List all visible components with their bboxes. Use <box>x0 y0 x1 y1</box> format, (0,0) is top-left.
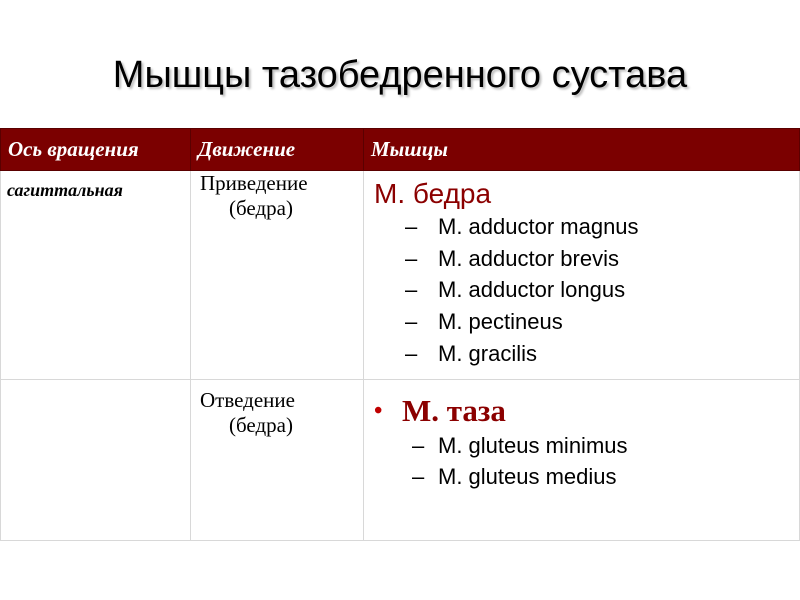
muscle-item <box>364 306 799 338</box>
axis-text <box>1 380 190 388</box>
muscle-name: M. adductor magnus <box>438 214 639 239</box>
header-movement: Движение <box>191 129 364 171</box>
dash-marker: – <box>412 464 425 489</box>
axis-cell <box>1 171 191 380</box>
axis-cell <box>1 380 191 541</box>
muscle-item <box>364 338 799 370</box>
movement-text <box>191 380 363 438</box>
bullet-icon: • <box>374 398 383 424</box>
header-axis: Ось вращения <box>1 129 191 171</box>
table-header <box>1 129 800 171</box>
dash-marker: – <box>405 214 418 239</box>
muscle-group-title: М. таза <box>402 393 506 428</box>
slide-title: Мышцы тазобедренного сустава <box>112 54 688 96</box>
muscle-name: M. gluteus medius <box>438 464 617 489</box>
dash-marker: – <box>412 433 425 458</box>
muscle-name: M. pectineus <box>438 309 563 335</box>
movement-name: Приведение <box>200 171 308 195</box>
muscle-item <box>364 274 799 306</box>
muscle-list <box>364 211 799 370</box>
movement-name: Отведение <box>200 388 295 412</box>
muscle-item <box>364 243 799 275</box>
muscle-name: M. gluteus minimus <box>438 433 628 458</box>
movement-cell <box>191 171 364 380</box>
table-row <box>1 380 800 541</box>
movement-object: (бедра) <box>229 196 293 220</box>
muscle-name: M. gracilis <box>438 340 538 366</box>
dash-marker: – <box>405 340 418 366</box>
dash-marker: – <box>405 245 418 271</box>
muscle-name: M. adductor longus <box>438 277 626 303</box>
muscles-cell <box>364 171 800 380</box>
table-body <box>1 171 800 541</box>
table-row <box>1 171 800 380</box>
muscle-group-title-row <box>364 380 799 430</box>
axis-text: сагиттальная <box>7 180 123 200</box>
muscle-item <box>364 461 799 492</box>
muscle-name: M. adductor brevis <box>438 245 619 271</box>
dash-marker: – <box>405 309 418 335</box>
muscle-item <box>364 211 799 243</box>
muscle-item <box>364 430 799 461</box>
movement-text <box>191 171 363 221</box>
muscles-cell <box>364 380 800 541</box>
header-row <box>1 129 800 171</box>
movement-object: (бедра) <box>229 413 293 437</box>
muscle-list <box>364 430 799 492</box>
header-muscles: Мышцы <box>364 129 800 171</box>
muscles-table <box>0 128 800 541</box>
muscle-group-title: М. бедра <box>374 178 492 209</box>
movement-cell <box>191 380 364 541</box>
dash-marker: – <box>405 277 418 303</box>
